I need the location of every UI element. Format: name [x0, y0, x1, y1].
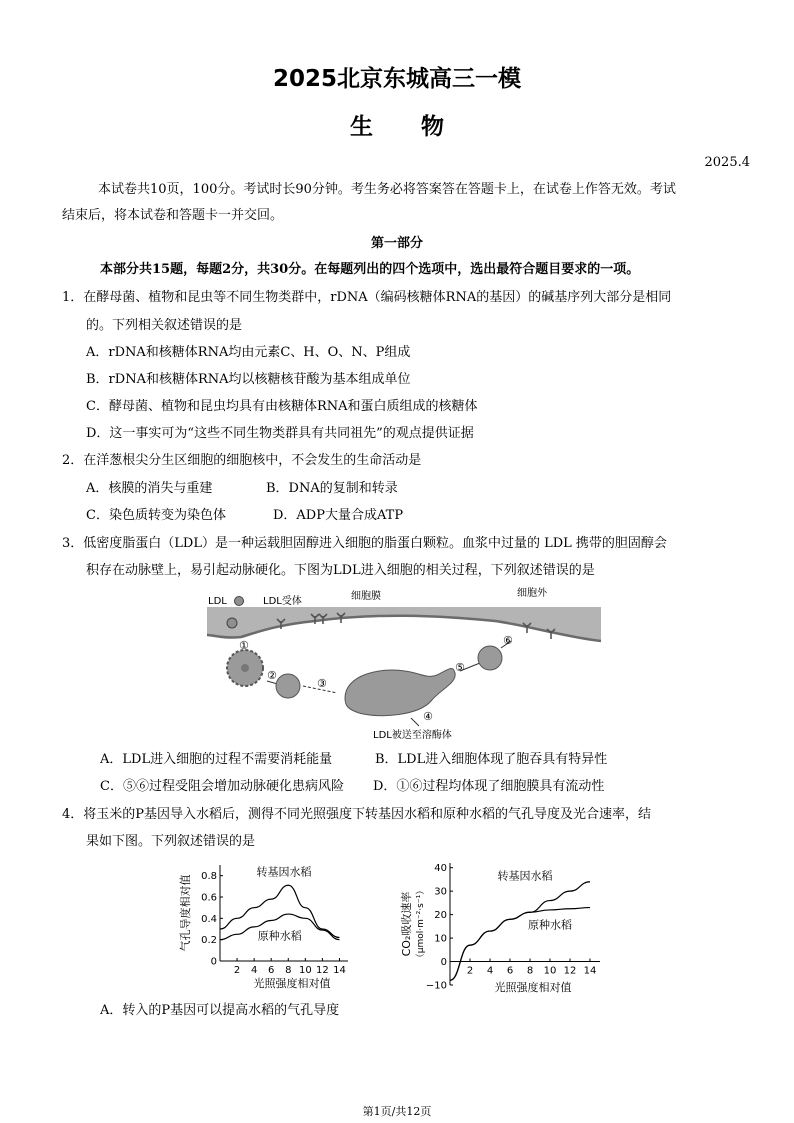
- q3-option-b: B．LDL进入细胞体现了胞吞具有特异性: [375, 752, 608, 767]
- stomatal-conductance-chart: [175, 855, 370, 995]
- recycling-vesicle: [478, 646, 502, 670]
- co2-absorption-chart: [400, 855, 625, 995]
- q2-stem: 2．在洋葱根尖分生区细胞的细胞核中，不会发生的生命活动是: [62, 453, 422, 468]
- step-1-label: ①: [239, 639, 249, 652]
- q1-option-a: A．rDNA和核糖体RNA均由元素C、H、O、N、P组成: [86, 345, 411, 360]
- section-description: 本部分共15题，每题2分，共30分。在每题列出的四个选项中，选出最符合题目要求的一项。: [100, 262, 640, 277]
- x-tick-label: 4: [250, 965, 258, 976]
- q4-option-a: A．转入的P基因可以提高水稻的气孔导度: [100, 1003, 340, 1018]
- exam-title: 2025北京东城高三一模: [272, 66, 521, 92]
- y-tick-label: 0.4: [201, 913, 217, 925]
- q1-stem-line-1: 1．在酵母菌、植物和昆虫等不同生物类群中，rDNA（编码核糖体RNA的基因）的碱基序列大部分是相同: [62, 290, 672, 305]
- ldl-endocytosis-figure: [205, 583, 605, 743]
- y-tick-label: 0.8: [201, 871, 217, 883]
- label-cell-membrane: 细胞膜: [351, 591, 381, 602]
- x-tick-label: 10: [298, 965, 312, 976]
- q2-option-d: D．ADP大量合成ATP: [273, 508, 404, 523]
- step-5-label: ⑤: [455, 661, 465, 674]
- y-tick-label: 0: [440, 957, 447, 969]
- y-tick-label: 0.2: [201, 935, 217, 947]
- x-tick-label: 12: [316, 965, 329, 976]
- x-tick-label: 10: [543, 965, 557, 977]
- series-label-1: 转基因水稻: [497, 869, 553, 883]
- series-label-1: 转基因水稻: [256, 865, 312, 879]
- x-tick-label: 8: [526, 965, 534, 977]
- step-4-label: ④: [423, 710, 433, 723]
- series-label-2: 原种水稻: [528, 918, 572, 932]
- q2-option-a: A．核膜的消失与重建: [86, 481, 213, 496]
- q1-option-d: D．这一事实可为“这些不同生物类群具有共同祖先”的观点提供证据: [86, 426, 474, 441]
- ldl-particle-icon: [235, 597, 244, 606]
- x-tick-label: 4: [486, 965, 494, 977]
- x-axis-label: 光照强度相对值: [494, 981, 572, 994]
- x-tick-label: 14: [583, 965, 597, 977]
- x-tick-label: 2: [466, 965, 474, 977]
- q3-stem-line-1: 3．低密度脂蛋白（LDL）是一种运载胆固醇进入细胞的脂蛋白颗粒。血浆中过量的 LDL 携带的胆固醇会: [62, 536, 667, 551]
- x-tick-label: 12: [563, 965, 577, 977]
- x-tick-label: 6: [268, 965, 275, 976]
- subject-title: 生物: [350, 114, 492, 140]
- q3-option-c: C．⑤⑥过程受阻会增加动脉硬化患病风险: [100, 779, 344, 794]
- series-label-2: 原种水稻: [257, 929, 302, 943]
- q3-option-d: D．①⑥过程均体现了细胞膜具有流动性: [373, 779, 605, 794]
- y-axis-label: CO₂吸收速率: [400, 891, 413, 957]
- q3-stem-line-2: 积存在动脉壁上，易引起动脉硬化。下图为LDL进入细胞的相关过程，下列叙述错误的是: [86, 563, 595, 578]
- y-tick-label: 0.6: [201, 892, 217, 904]
- q2-option-c: C．染色质转变为染色体: [86, 508, 226, 523]
- y-axis-label: 气孔导度相对值: [179, 874, 192, 952]
- y-tick-label: 10: [434, 933, 447, 945]
- x-tick-label: 2: [233, 965, 241, 976]
- q1-stem-line-2: 的。下列相关叙述错误的是: [86, 318, 243, 333]
- endosome: [345, 669, 455, 716]
- y-axis-unit: （μmol·m⁻²·s⁻¹）: [416, 885, 426, 963]
- x-tick-label: 6: [506, 965, 514, 977]
- arrow-4: [411, 718, 419, 726]
- instructions-line-2: 结束后，将本试卷和答题卡一并交回。: [62, 208, 284, 223]
- y-tick-label: −10: [425, 980, 447, 992]
- y-tick-label: 20: [434, 910, 447, 922]
- ldl-bound-icon: [227, 618, 237, 628]
- y-tick-label: 0: [210, 956, 217, 968]
- q1-option-b: B．rDNA和核糖体RNA均以核糖核苷酸为基本组成单位: [86, 372, 411, 387]
- vesicle-ldl-icon: [241, 664, 249, 672]
- label-extracellular: 细胞外: [517, 588, 547, 599]
- membrane-band: [207, 607, 601, 641]
- section-title: 第一部分: [370, 236, 423, 251]
- q1-option-c: C．酵母菌、植物和昆虫均具有由核糖体RNA和蛋白质组成的核糖体: [86, 399, 478, 414]
- y-tick-label: 30: [434, 886, 447, 898]
- y-tick-label: 40: [434, 863, 447, 875]
- label-ldl: LDL: [208, 596, 227, 607]
- step-3-label: ③: [317, 677, 327, 690]
- step-6-label: ⑥: [503, 634, 513, 647]
- label-to-lysosome: LDL被送至溶酶体: [373, 730, 452, 741]
- x-axis-label: 光照强度相对值: [253, 977, 331, 990]
- q4-stem-line-2: 果如下图。下列叙述错误的是: [86, 834, 256, 849]
- q4-stem-line-1: 4．将玉米的P基因导入水稻后，测得不同光照强度下转基因水稻和原种水稻的气孔导度及光合速率，结: [62, 807, 652, 822]
- x-tick-label: 14: [333, 965, 346, 976]
- exam-date: 2025.4: [704, 155, 750, 170]
- q2-option-b: B．DNA的复制和转录: [266, 481, 398, 496]
- step-2-label: ②: [267, 669, 277, 682]
- q3-option-a: A．LDL进入细胞的过程不需要消耗能量: [100, 752, 333, 767]
- uncoated-vesicle: [276, 674, 300, 698]
- label-ldl-receptor: LDL受体: [263, 596, 302, 607]
- instructions-line-1: 本试卷共10页，100分。考试时长90分钟。考生务必将答案答在答题卡上，在试卷上作答无效。考试: [98, 182, 676, 197]
- page-footer: 第1页/共12页: [362, 1105, 432, 1118]
- x-tick-label: 8: [285, 965, 292, 976]
